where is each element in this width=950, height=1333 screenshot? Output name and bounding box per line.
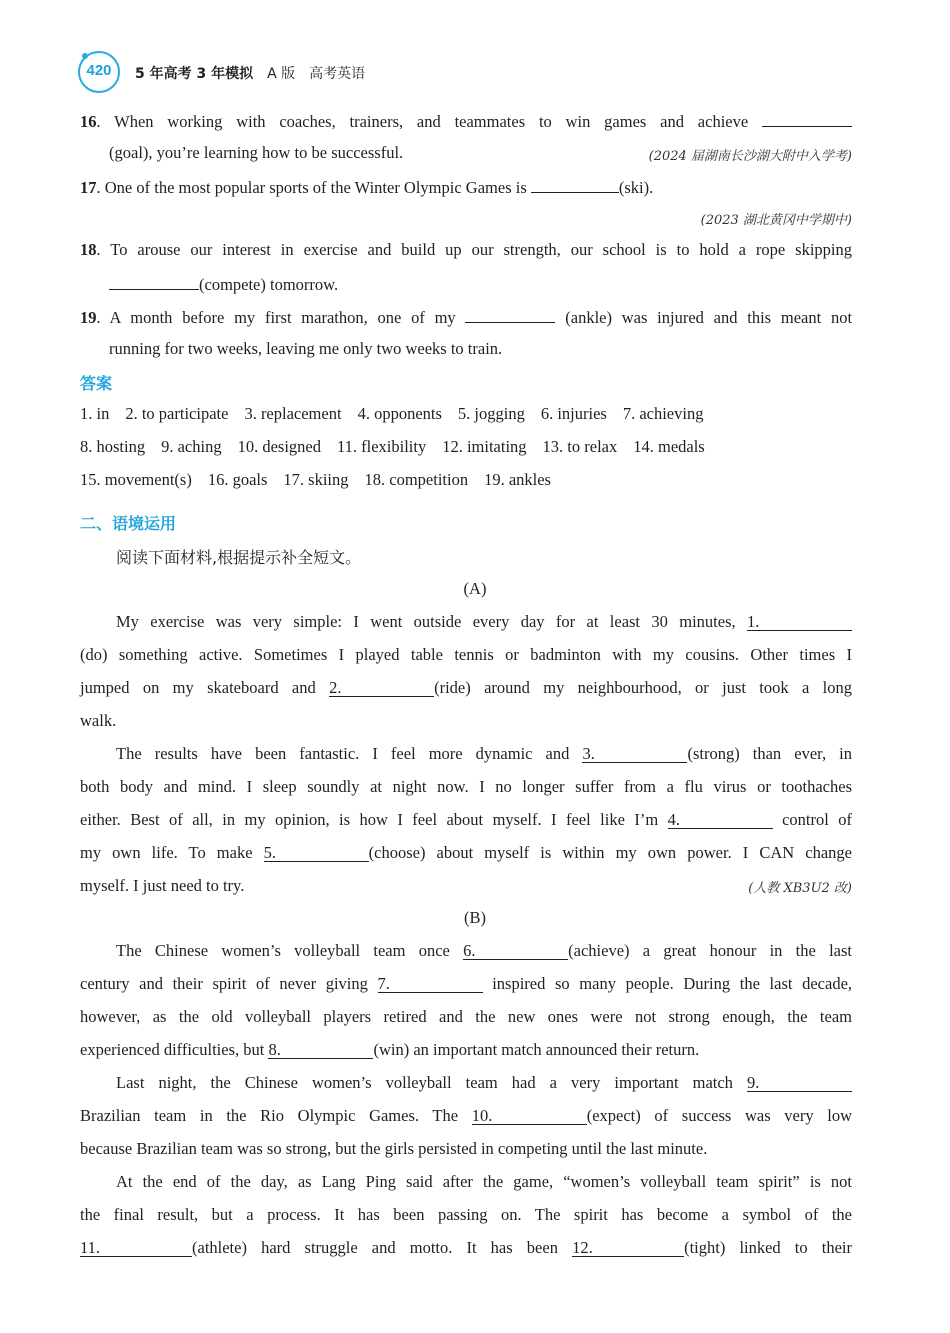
answers-row-1: 1. in 2. to participate 3. replacement 4. opponents 5. jogging 6. injuries 7. achieving	[80, 404, 704, 423]
answer-blank[interactable]	[531, 176, 619, 193]
answer-blank[interactable]: 1.	[747, 613, 852, 631]
passage-b-line: Brazilian team in the Rio Olympic Games. The 10. (expect) of success was very low	[80, 1106, 852, 1125]
passage-b-line: because Brazilian team was so strong, but the girls persisted in competing until the last minute.	[80, 1139, 708, 1158]
passage-b-line: The Chinese women’s volleyball team once 6. (achieve) a great honour in the last	[116, 941, 852, 960]
answer-blank[interactable]: 6.	[463, 942, 568, 960]
passage-b-line: however, as the old volleyball players retired and the new ones were not strong enough, the team	[80, 1007, 852, 1026]
passage-b-label: (B)	[464, 908, 486, 927]
passage-b-line: the final result, but a process. It has been passing on. The spirit has become a symbol of the	[80, 1205, 852, 1224]
passage-b-line: experienced difficulties, but 8. (win) an important match announced their return.	[80, 1040, 700, 1059]
passage-a-line: My exercise was very simple: I went outside every day for at least 30 minutes, 1.	[116, 612, 852, 632]
question-18: 18. To arouse our interest in exercise and build up our strength, our school is to hold a rope skipping	[80, 240, 852, 259]
answer-blank[interactable]: 12.	[572, 1239, 684, 1257]
passage-a-line: The results have been fantastic. I feel more dynamic and 3. (strong) than ever, in	[116, 744, 853, 763]
passage-a-source: (人教 XB3U2 改)	[748, 881, 852, 896]
passage-a-line: (do) something active. Sometimes I played table tennis or badminton with my cousins. Other times I	[80, 645, 852, 664]
answer-blank[interactable]	[465, 306, 555, 323]
answers-row-3: 15. movement(s) 16. goals 17. skiing 18. competition 19. ankles	[80, 470, 551, 489]
answer-blank[interactable]: 11.	[80, 1239, 192, 1257]
answer-blank[interactable]: 7.	[378, 975, 483, 993]
question-19-line2: running for two weeks, leaving me only two weeks to train.	[109, 339, 503, 358]
passage-b-line: 11. (athlete) hard struggle and motto. It has been 12. (tight) linked to their	[80, 1238, 852, 1257]
passage-b-line: century and their spirit of never giving 7. inspired so many people. During the last decade,	[80, 974, 853, 993]
answers-heading: 答案	[80, 374, 113, 393]
answer-blank[interactable]: 4.	[668, 811, 773, 829]
answer-blank[interactable]: 5.	[264, 844, 369, 862]
answer-blank[interactable]: 3.	[582, 745, 687, 763]
answer-blank[interactable]	[109, 273, 199, 290]
page-header	[78, 51, 478, 93]
question-18-line2: (compete) tomorrow.	[109, 273, 852, 295]
passage-a-label: (A)	[463, 579, 487, 598]
section-instruction: 阅读下面材料,根据提示补全短文。	[116, 548, 362, 567]
answer-blank[interactable]: 2.	[329, 679, 434, 697]
question-16-line2: (goal), you’re learning how to be successful.	[109, 143, 404, 162]
book-title: 5 年高考 3 年模拟 A 版 高考英语	[135, 66, 366, 82]
question-16-source: (2024 届湖南长沙湖大附中入学考)	[648, 149, 852, 164]
passage-a-line: walk.	[80, 711, 117, 730]
passage-a-line: myself. I just need to try.	[80, 876, 245, 895]
passage-a-line: either. Best of all, in my opinion, is how I feel about myself. I feel like I’m 4. control of	[80, 810, 853, 829]
answer-blank[interactable]: 10.	[472, 1107, 587, 1125]
passage-a-line: my own life. To make 5. (choose) about myself is within my own power. I CAN change	[80, 843, 852, 862]
page-number: 420	[86, 62, 112, 79]
passage-a-line: jumped on my skateboard and 2. (ride) around my neighbourhood, or just took a long	[80, 678, 852, 697]
question-17-source: (2023 湖北黄冈中学期中)	[700, 213, 852, 228]
answer-blank[interactable]: 8.	[268, 1041, 373, 1059]
page-number-badge	[78, 51, 120, 93]
passage-b-line: At the end of the day, as Lang Ping said after the game, “women’s volleyball team spirit” is not	[116, 1172, 852, 1191]
section-heading: 二、语境运用	[80, 514, 177, 533]
passage-b-line: Last night, the Chinese women’s volleyball team had a very important match 9.	[116, 1073, 852, 1093]
answer-blank[interactable]: 9.	[747, 1074, 852, 1092]
passage-a-line: both body and mind. I sleep soundly at night now. I no longer suffer from a flu virus or toothaches	[80, 777, 852, 796]
answer-blank[interactable]	[762, 110, 852, 127]
question-17: 17. One of the most popular sports of the Winter Olympic Games is (ski).	[80, 178, 654, 197]
answers-row-2: 8. hosting 9. aching 10. designed 11. flexibility 12. imitating 13. to relax 14. medals	[80, 437, 705, 456]
question-16: 16. When working with coaches, trainers, and teammates to win games and achieve	[80, 110, 852, 132]
question-19: 19. A month before my first marathon, one of my (ankle) was injured and this meant not	[80, 308, 853, 327]
